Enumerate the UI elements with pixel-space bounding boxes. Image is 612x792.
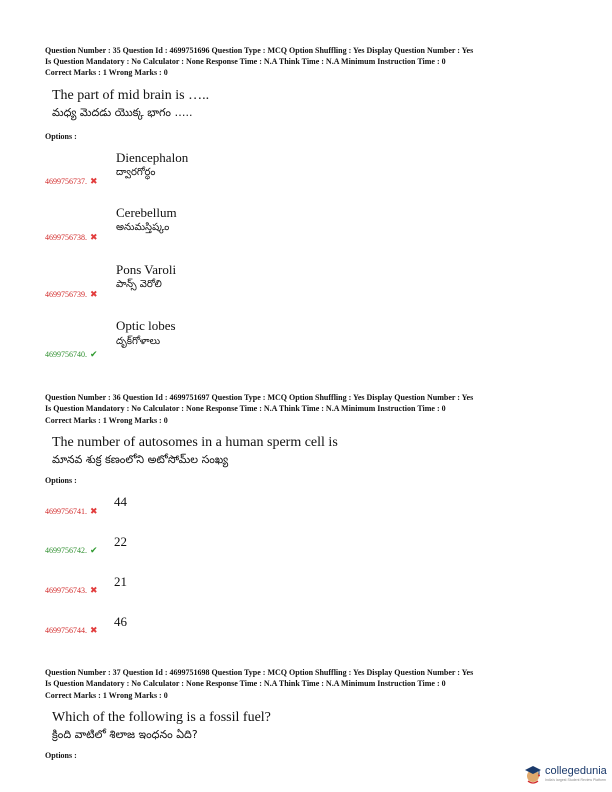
options-label: Options : — [45, 476, 77, 485]
question-meta-line-1: Question Number : 36 Question Id : 4699751697 Question Type : MCQ Option Shuffling : Yes Display Question Number : Yes — [45, 393, 474, 402]
cross-mark-icon: ✖ — [90, 177, 98, 187]
option-text-te: పాన్స్ వెరోలి — [116, 279, 162, 290]
options-label: Options : — [45, 132, 77, 141]
option-text-en: Diencephalon — [116, 150, 189, 165]
option-id — [45, 233, 98, 243]
option-id-text: 4699756743. — [45, 586, 87, 595]
option-id — [45, 507, 98, 517]
question-text-te: క్రింది వాటిలో శిలాజ ఇంధనం ఏది? — [52, 728, 198, 741]
question-text-te: మధ్య మెదడు యొక్క భాగం ….. — [52, 106, 193, 119]
question-text-en: The number of autosomes in a human sperm cell is — [52, 435, 338, 450]
option-id — [45, 626, 98, 636]
logo-tagline: India's largest Student Review Platform — [545, 778, 606, 782]
option-id-text: 4699756742. — [45, 546, 87, 555]
option-id-text: 4699756741. — [45, 507, 87, 516]
question-marks: Correct Marks : 1 Wrong Marks : 0 — [45, 416, 168, 425]
option-text-en: 44 — [114, 494, 127, 509]
option-text-en: Optic lobes — [116, 318, 176, 333]
question-text-te: మానవ శుక్ర కణంలోని అటోసోమ్‌ల సంఖ్య — [52, 453, 229, 466]
question-text-en: Which of the following is a fossil fuel? — [52, 710, 271, 725]
question-text-en: The part of mid brain is ….. — [52, 88, 210, 103]
option-text-en: 21 — [114, 574, 127, 589]
option-id — [45, 350, 98, 360]
question-meta-line-1: Question Number : 37 Question Id : 4699751698 Question Type : MCQ Option Shuffling : Yes Display Question Number : Yes — [45, 668, 474, 677]
option-id-text: 4699756744. — [45, 626, 87, 635]
option-id — [45, 546, 98, 556]
question-marks: Correct Marks : 1 Wrong Marks : 0 — [45, 68, 168, 77]
option-id — [45, 177, 98, 187]
question-meta-line-2: Is Question Mandatory : No Calculator : None Response Time : N.A Think Time : N.A Minimum Instruction Time : 0 — [45, 679, 446, 688]
option-text-te: దృక్‌గోళాలు — [116, 336, 161, 347]
question-meta-line-2: Is Question Mandatory : No Calculator : None Response Time : N.A Think Time : N.A Minimum Instruction Time : 0 — [45, 57, 446, 66]
cross-mark-icon: ✖ — [90, 233, 98, 243]
cross-mark-icon: ✖ — [90, 586, 98, 596]
option-id — [45, 586, 98, 596]
option-id-text: 4699756738. — [45, 233, 87, 242]
option-text-en: Pons Varoli — [116, 262, 177, 277]
option-text-te: ద్వారగోర్ధం — [116, 167, 156, 178]
option-id-text: 4699756739. — [45, 290, 87, 299]
option-text-en: Cerebellum — [116, 205, 177, 220]
option-id-text: 4699756740. — [45, 350, 87, 359]
option-text-en: 46 — [114, 614, 127, 629]
graduate-cap-icon — [524, 764, 542, 784]
option-id-text: 4699756737. — [45, 177, 87, 186]
question-meta-line-1: Question Number : 35 Question Id : 4699751696 Question Type : MCQ Option Shuffling : Yes Display Question Number : Yes — [45, 46, 474, 55]
cross-mark-icon: ✖ — [90, 507, 98, 517]
collegedunia-logo — [524, 763, 612, 787]
question-meta-line-2: Is Question Mandatory : No Calculator : None Response Time : N.A Think Time : N.A Minimum Instruction Time : 0 — [45, 404, 446, 413]
cross-mark-icon: ✖ — [90, 626, 98, 636]
check-mark-icon: ✔ — [90, 546, 98, 556]
logo-wordmark: collegedunia — [545, 765, 607, 777]
check-mark-icon: ✔ — [90, 350, 98, 360]
option-id — [45, 290, 98, 300]
option-text-te: అనుమస్తిష్కం — [116, 222, 170, 233]
options-label: Options : — [45, 751, 77, 760]
option-text-en: 22 — [114, 534, 127, 549]
question-marks: Correct Marks : 1 Wrong Marks : 0 — [45, 691, 168, 700]
cross-mark-icon: ✖ — [90, 290, 98, 300]
